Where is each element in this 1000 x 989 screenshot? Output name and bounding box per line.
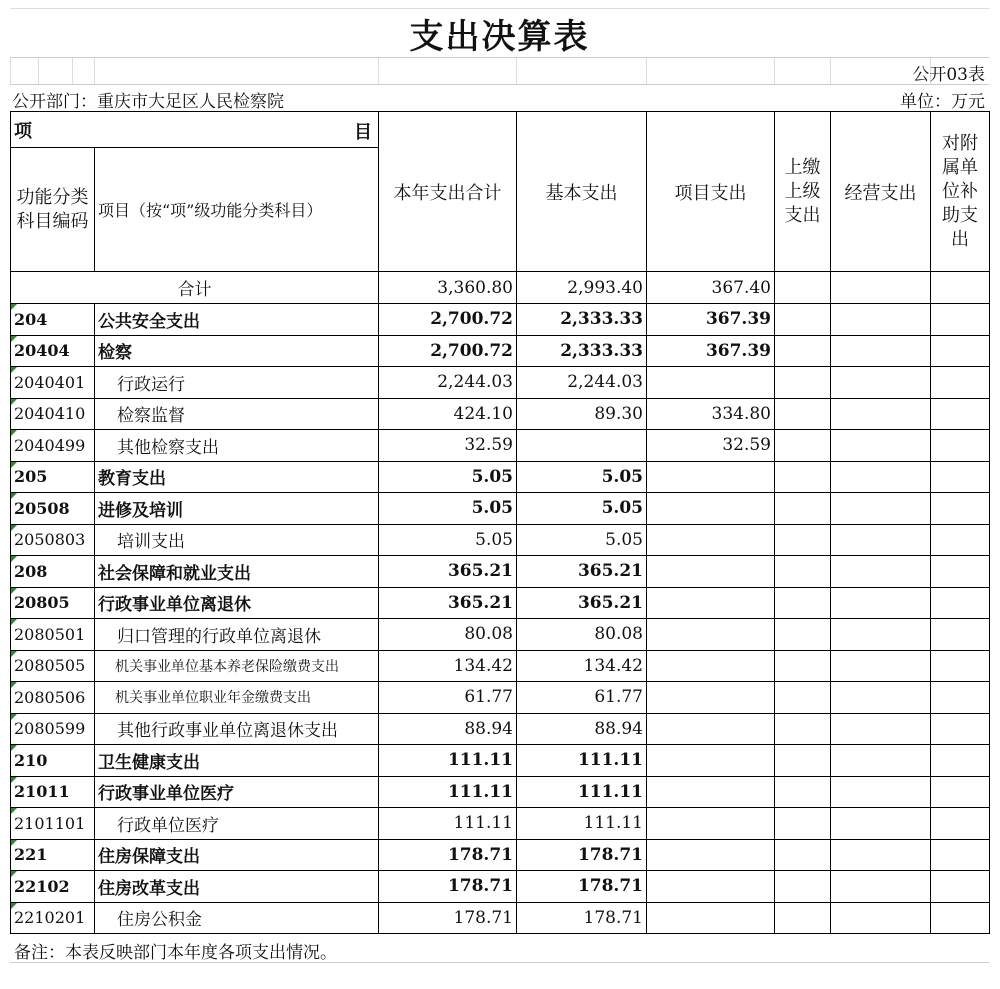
table-row [11,776,990,808]
cell-upper [775,398,831,430]
cell-business [831,619,931,651]
cell-project [647,682,775,714]
cell-total: 2,700.72 [379,335,517,367]
cell-subsidy [931,398,990,430]
cell-basic: 365.21 [517,556,647,588]
footnote-row [10,934,989,963]
cell-upper [775,619,831,651]
cell-basic: 5.05 [517,524,647,556]
cell-business [831,304,931,336]
cell-project [647,524,775,556]
cell-total: 178.71 [379,902,517,934]
cell-name: 其他行政事业单位离退休支出 [95,713,379,745]
cell-total: 32.59 [379,430,517,462]
cell-project [647,461,775,493]
cell-code: 205 [11,461,95,493]
cell-basic: 111.11 [517,745,647,777]
cell-code: 2040401 [11,367,95,399]
cell-subsidy [931,430,990,462]
cell-upper [775,587,831,619]
cell-business [831,776,931,808]
cell-code: 2210201 [11,902,95,934]
cell-name: 行政单位医疗 [95,808,379,840]
cell-upper [775,776,831,808]
cell-upper [775,461,831,493]
header-item: 项 目 [11,112,379,148]
table-number-row [10,57,989,84]
cell-basic: 88.94 [517,713,647,745]
cell-project [647,493,775,525]
cell-name: 社会保障和就业支出 [95,556,379,588]
cell-code: 2080506 [11,682,95,714]
cell-basic [517,430,647,462]
cell-total: 178.71 [379,871,517,903]
cell-basic: 134.42 [517,650,647,682]
cell-name: 检察 [95,335,379,367]
cell-upper [775,556,831,588]
cell-code: 20404 [11,335,95,367]
table-row [11,839,990,871]
cell-name: 卫生健康支出 [95,745,379,777]
cell-total: 424.10 [379,398,517,430]
header-name: 项目（按“项”级功能分类科目） [95,148,379,272]
cell-upper [775,304,831,336]
table-row [11,745,990,777]
cell-business [831,902,931,934]
cell-subsidy [931,493,990,525]
cell-total: 365.21 [379,587,517,619]
department-label: 公开部门：重庆市大足区人民检察院 [12,92,284,112]
cell-project [647,650,775,682]
cell-subsidy [931,367,990,399]
table-row [11,808,990,840]
cell-name: 行政事业单位医疗 [95,776,379,808]
cell-business [831,430,931,462]
cell-name: 其他检察支出 [95,430,379,462]
table-row [11,493,990,525]
header-business: 经营支出 [831,112,931,272]
cell-code: 2080505 [11,650,95,682]
cell-subsidy [931,587,990,619]
table-row [11,713,990,745]
cell-business [831,524,931,556]
cell-code: 2080501 [11,619,95,651]
cell-upper [775,902,831,934]
table-row [11,682,990,714]
cell-business [831,587,931,619]
cell-subsidy [931,619,990,651]
cell-upper [775,839,831,871]
header-total: 本年支出合计 [379,112,517,272]
cell-name: 机关事业单位基本养老保险缴费支出 [95,650,379,682]
cell-name: 住房改革支出 [95,871,379,903]
cell-basic: 5.05 [517,493,647,525]
footnote: 备注：本表反映部门本年度各项支出情况。 [14,943,337,963]
total-upper [775,272,831,304]
total-label: 合计 [11,272,379,304]
cell-code: 2050803 [11,524,95,556]
cell-project [647,776,775,808]
cell-basic: 80.08 [517,619,647,651]
cell-code: 2040499 [11,430,95,462]
table-row [11,524,990,556]
table-row [11,902,990,934]
header-code: 功能分类科目编码 [11,148,95,272]
cell-total: 5.05 [379,461,517,493]
table-row [11,430,990,462]
cell-subsidy [931,556,990,588]
cell-total: 88.94 [379,713,517,745]
cell-upper [775,430,831,462]
cell-upper [775,808,831,840]
total-basic: 2,993.40 [517,272,647,304]
cell-subsidy [931,461,990,493]
cell-name: 归口管理的行政单位离退休 [95,619,379,651]
cell-business [831,493,931,525]
cell-name: 机关事业单位职业年金缴费支出 [95,682,379,714]
cell-business [831,713,931,745]
cell-subsidy [931,745,990,777]
cell-project [647,745,775,777]
cell-subsidy [931,871,990,903]
cell-code: 208 [11,556,95,588]
table-number: 公开03表 [912,65,985,85]
cell-business [831,398,931,430]
cell-project [647,713,775,745]
cell-project [647,556,775,588]
cell-project [647,619,775,651]
cell-name: 培训支出 [95,524,379,556]
table-row [11,619,990,651]
cell-project: 367.39 [647,304,775,336]
cell-subsidy [931,682,990,714]
total-subsidy [931,272,990,304]
cell-upper [775,871,831,903]
table-row [11,335,990,367]
cell-business [831,367,931,399]
table-row [11,871,990,903]
cell-upper [775,713,831,745]
cell-basic: 178.71 [517,871,647,903]
page-title: 支出决算表 [10,8,989,57]
cell-upper [775,524,831,556]
cell-project: 367.39 [647,335,775,367]
cell-business [831,839,931,871]
cell-code: 210 [11,745,95,777]
cell-project: 32.59 [647,430,775,462]
total-project: 367.40 [647,272,775,304]
cell-upper [775,650,831,682]
cell-code: 204 [11,304,95,336]
cell-subsidy [931,650,990,682]
total-sum: 3,360.80 [379,272,517,304]
cell-total: 5.05 [379,524,517,556]
cell-upper [775,335,831,367]
cell-name: 行政运行 [95,367,379,399]
cell-total: 5.05 [379,493,517,525]
expenditure-table [10,111,990,934]
cell-basic: 178.71 [517,839,647,871]
cell-business [831,650,931,682]
cell-basic: 5.05 [517,461,647,493]
header-upper: 上缴上级支出 [775,112,831,272]
cell-code: 221 [11,839,95,871]
table-row [11,461,990,493]
cell-upper [775,745,831,777]
cell-total: 111.11 [379,745,517,777]
header-project: 项目支出 [647,112,775,272]
cell-business [831,745,931,777]
cell-code: 20805 [11,587,95,619]
cell-upper [775,493,831,525]
cell-basic: 89.30 [517,398,647,430]
cell-business [831,556,931,588]
cell-name: 进修及培训 [95,493,379,525]
cell-total: 178.71 [379,839,517,871]
table-row [11,556,990,588]
cell-name: 教育支出 [95,461,379,493]
cell-name: 住房公积金 [95,902,379,934]
cell-name: 公共安全支出 [95,304,379,336]
cell-name: 检察监督 [95,398,379,430]
cell-subsidy [931,776,990,808]
table-row [11,587,990,619]
cell-subsidy [931,713,990,745]
cell-basic: 2,333.33 [517,335,647,367]
cell-project [647,871,775,903]
unit-label: 单位：万元 [900,92,985,112]
spreadsheet [10,8,989,963]
cell-name: 行政事业单位离退休 [95,587,379,619]
cell-upper [775,682,831,714]
total-business [831,272,931,304]
cell-business [831,808,931,840]
cell-code: 2080599 [11,713,95,745]
cell-total: 2,700.72 [379,304,517,336]
cell-business [831,871,931,903]
cell-code: 20508 [11,493,95,525]
cell-basic: 61.77 [517,682,647,714]
cell-basic: 2,244.03 [517,367,647,399]
cell-business [831,461,931,493]
table-row [11,367,990,399]
cell-subsidy [931,524,990,556]
cell-project [647,367,775,399]
cell-total: 61.77 [379,682,517,714]
cell-business [831,335,931,367]
cell-project [647,902,775,934]
header-basic: 基本支出 [517,112,647,272]
cell-project [647,587,775,619]
table-row [11,304,990,336]
cell-basic: 2,333.33 [517,304,647,336]
cell-subsidy [931,304,990,336]
cell-total: 365.21 [379,556,517,588]
cell-subsidy [931,839,990,871]
cell-total: 2,244.03 [379,367,517,399]
table-row [11,398,990,430]
cell-subsidy [931,808,990,840]
cell-code: 2101101 [11,808,95,840]
cell-basic: 178.71 [517,902,647,934]
table-row [11,650,990,682]
cell-project [647,808,775,840]
cell-basic: 365.21 [517,587,647,619]
cell-total: 111.11 [379,776,517,808]
cell-basic: 111.11 [517,776,647,808]
cell-basic: 111.11 [517,808,647,840]
cell-project [647,839,775,871]
cell-name: 住房保障支出 [95,839,379,871]
cell-subsidy [931,902,990,934]
cell-code: 21011 [11,776,95,808]
cell-subsidy [931,335,990,367]
header-subsidy: 对附属单位补助支出 [931,112,990,272]
cell-total: 134.42 [379,650,517,682]
cell-code: 2040410 [11,398,95,430]
department-row [10,84,989,111]
cell-business [831,682,931,714]
cell-total: 80.08 [379,619,517,651]
cell-code: 22102 [11,871,95,903]
cell-project: 334.80 [647,398,775,430]
cell-upper [775,367,831,399]
cell-total: 111.11 [379,808,517,840]
